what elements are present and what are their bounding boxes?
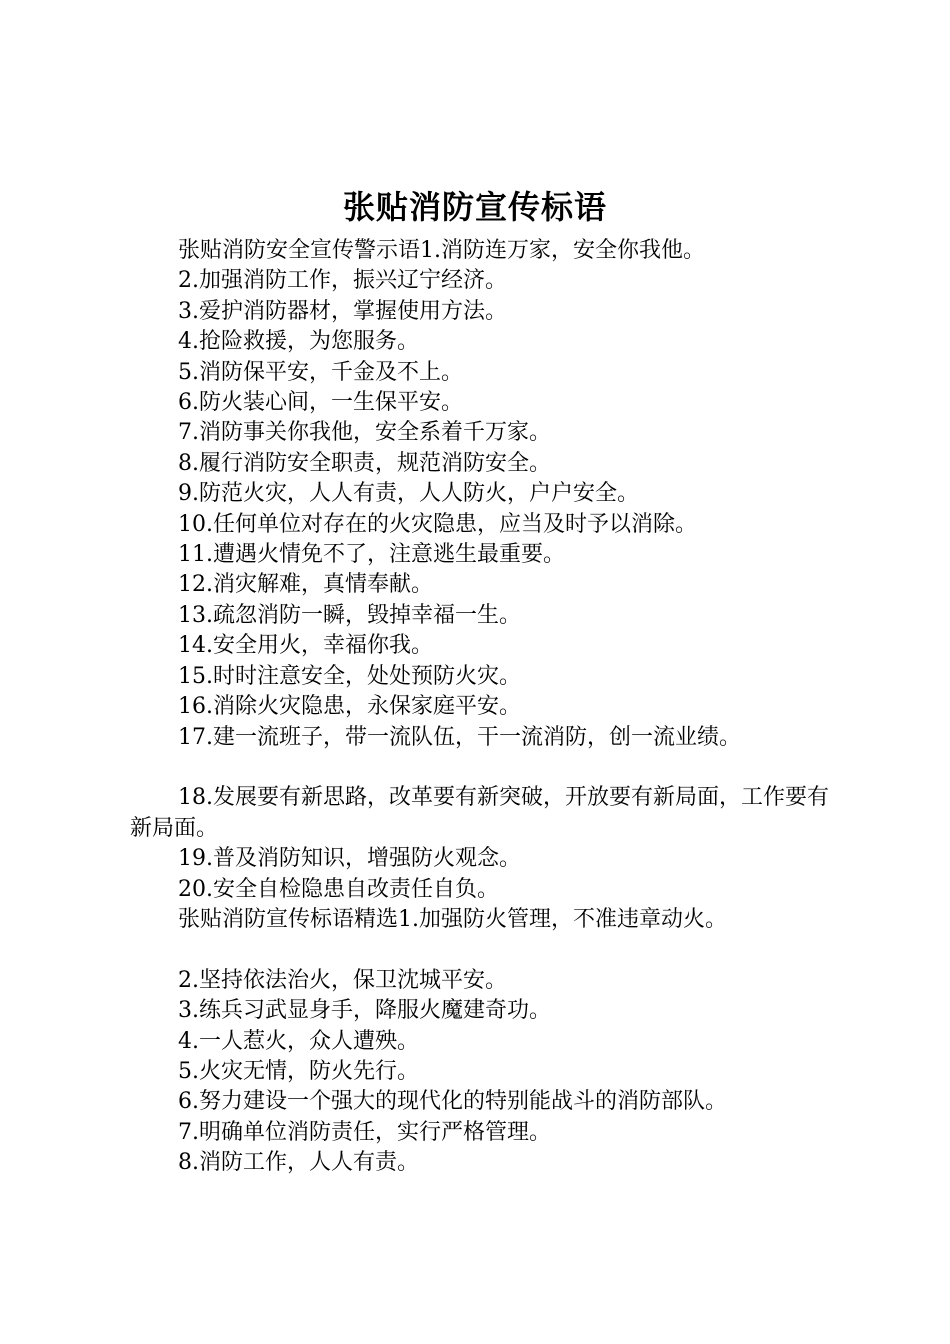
paragraph-spacer (130, 935, 830, 965)
paragraph-line: 2.加强消防工作，振兴辽宁经济。 (178, 268, 507, 294)
paragraph-line: 6.防火装心间，一生保平安。 (178, 390, 463, 416)
paragraph-line: 10.任何单位对存在的火灾隐患，应当及时予以消除。 (178, 511, 697, 537)
paragraph-line: 13.疏忽消防一瞬，毁掉幸福一生。 (178, 602, 521, 628)
paragraph-line: 9.防范火灾，人人有责，人人防火，户户安全。 (178, 481, 639, 507)
paragraph-line: 4.一人惹火，众人遭殃。 (178, 1028, 419, 1054)
paragraph-spacer (130, 753, 830, 783)
paragraph-line: 张贴消防安全宣传警示语1.消防连万家，安全你我他。 (178, 238, 705, 263)
paragraph-line: 12.消灾解难，真情奉献。 (178, 572, 433, 598)
paragraph-line: 15.时时注意安全，处处预防火灾。 (178, 663, 521, 689)
paragraph-line: 11.遭遇火情免不了，注意逃生最重要。 (178, 542, 565, 568)
paragraph-line: 3.练兵习武显身手，降服火魔建奇功。 (178, 998, 551, 1024)
paragraph-line: 7.消防事关你我他，安全系着千万家。 (178, 420, 551, 446)
paragraph-line: 6.努力建设一个强大的现代化的特别能战斗的消防部队。 (178, 1089, 727, 1115)
paragraph-line: 18.发展要有新思路，改革要有新突破，开放要有新局面，工作要有新局面。 (130, 785, 829, 841)
paragraph-line: 7.明确单位消防责任，实行严格管理。 (178, 1119, 551, 1145)
paragraph-line: 5.火灾无情，防火先行。 (178, 1058, 419, 1084)
document-title: 张贴消防宣传标语 (342, 188, 607, 226)
paragraph-line: 张贴消防宣传标语精选1.加强防火管理，不准违章动火。 (178, 906, 727, 932)
paragraph-line: 20.安全自检隐患自改责任自负。 (178, 876, 499, 902)
paragraph-line: 19.普及消防知识，增强防火观念。 (178, 846, 521, 872)
paragraph-line: 4.抢险救援，为您服务。 (178, 329, 419, 355)
paragraph-line: 14.安全用火，幸福你我。 (178, 633, 433, 659)
paragraph-line: 3.爱护消防器材，掌握使用方法。 (178, 298, 507, 324)
paragraph-line: 2.坚持依法治火，保卫沈城平安。 (178, 967, 507, 993)
paragraph-line: 8.履行消防安全职责，规范消防安全。 (178, 450, 551, 476)
document-body (130, 236, 830, 1179)
paragraph-line: 5.消防保平安，千金及不上。 (178, 359, 463, 385)
paragraph-line: 8.消防工作，人人有责。 (178, 1150, 419, 1176)
paragraph-line: 16.消除火灾隐患，永保家庭平安。 (178, 694, 521, 720)
paragraph-line: 17.建一流班子，带一流队伍，干一流消防，创一流业绩。 (178, 724, 741, 750)
